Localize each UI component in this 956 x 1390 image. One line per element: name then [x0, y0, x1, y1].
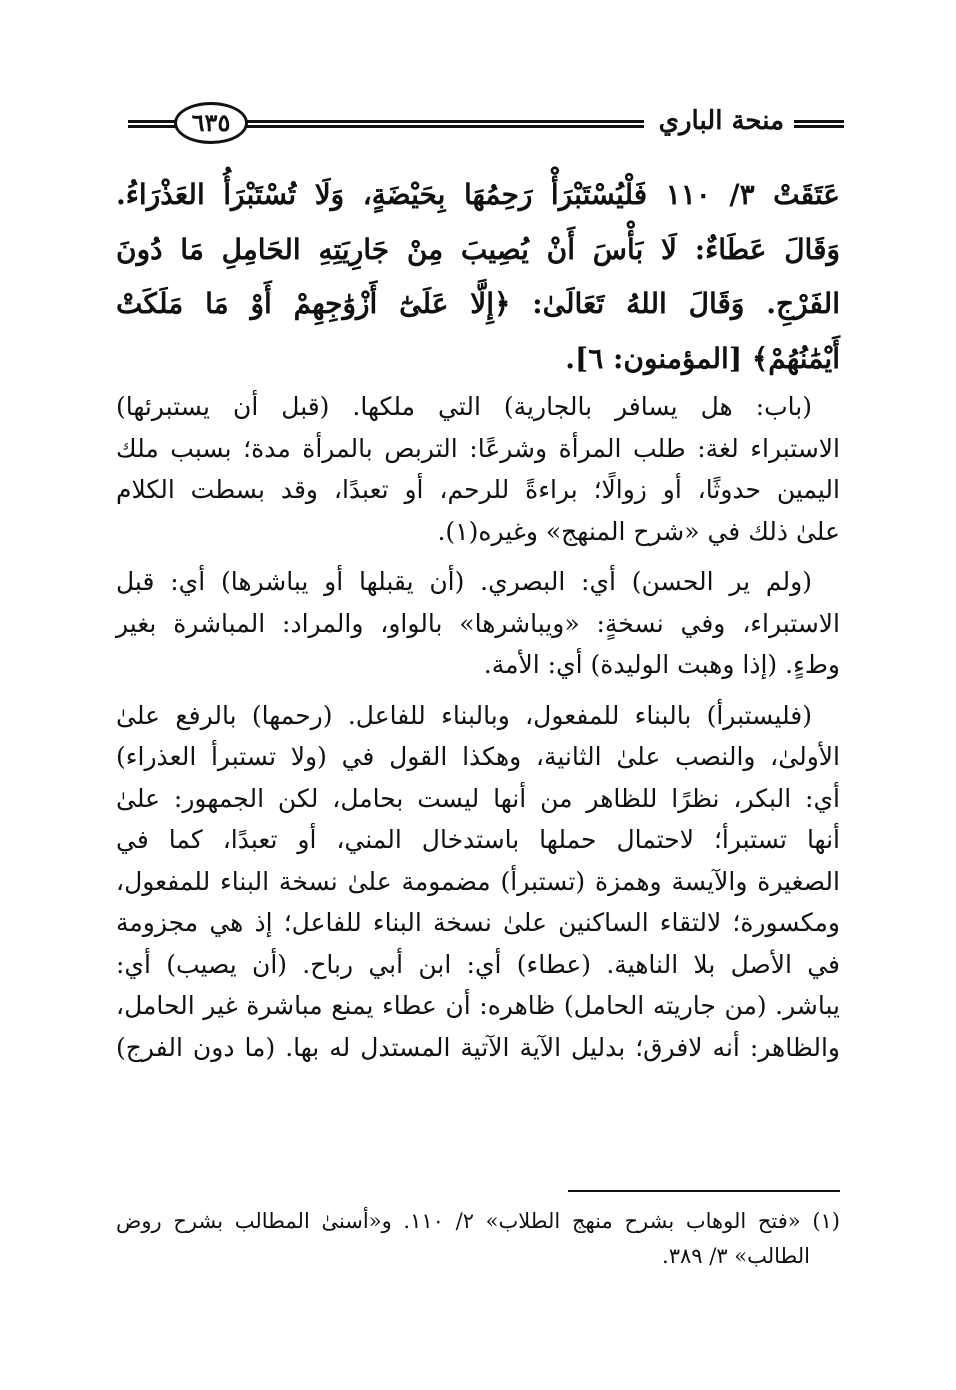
commentary-line: والظاهر: أنه لافرق؛ بدليل الآية الآتية المستدل له بها. (ما دون الفرج) [116, 1032, 840, 1062]
commentary-line: في الأصل بلا الناهية. (عطاء) أي: ابن أبي رباح. (أن يصيب) أي: [116, 949, 840, 979]
footnote-separator [568, 1190, 840, 1192]
commentary-line: الصغيرة والآيسة وهمزة (تستبرأ) مضمومة علىٰ نسخة البناء للمفعول، [116, 866, 840, 896]
commentary-line: وطءٍ. (إذا وهبت الوليدة) أي: الأمة. [483, 650, 840, 679]
book-title: منحة الباري [658, 106, 784, 136]
paragraph-gap [116, 552, 840, 561]
commentary-line: علىٰ ذلك في «شرح المنهج» وغيره(١). [437, 516, 840, 546]
commentary-line: أي: البكر، نظرًا للظاهر من أنها ليست بحامل، لكن الجمهور: علىٰ [116, 783, 840, 813]
footnotes [116, 1204, 840, 1274]
commentary-line: أنها تستبرأ؛ لاحتمال حملها باستدخال المني، أو تعبدًا، كما في [116, 825, 840, 854]
page-header [128, 92, 844, 152]
hadith-text [116, 168, 840, 386]
commentary-line: الأولىٰ، والنصب علىٰ الثانية، وهكذا القول في (ولا تستبرأ العذراء) [116, 742, 840, 771]
commentary-line: ومكسورة؛ لالتقاء الساكنين علىٰ نسخة البناء للفاعل؛ إذ هي مجزومة [116, 908, 840, 937]
hadith-line: عَتَقَتْ ٣/ ١١٠ فَلْيُسْتَبْرَأْ رَحِمُهَا بِحَيْضَةٍ، وَلَا تُسْتَبْرَأُ العَذْرَاءُ. [116, 178, 840, 211]
commentary-text [116, 386, 840, 1068]
commentary-line: يباشر. (من جاريته الحامل) ظاهره: أن عطاء يمنع مباشرة غير الحامل، [116, 991, 840, 1020]
hadith-line: الفَرْجِ. وَقَالَ اللهُ تَعَالَىٰ: ﴿إِلَّا عَلَىٰٓ أَزْوَٰجِهِمْ أَوْ مَا مَلَكَتْ [116, 287, 840, 320]
footnote-line: (١) «فتح الوهاب بشرح منهج الطلاب» ٢/ ١١٠. و«أسنىٰ المطالب بشرح روض [116, 1209, 840, 1233]
main-text [116, 168, 840, 1068]
commentary-line: الاستبراء، وفي نسخةٍ: «ويباشرها» بالواو، والمراد: المباشرة بغير [116, 608, 840, 638]
hadith-line: أَيْمَٰنُهُمْ﴾ [المؤمنون: ٦]. [565, 341, 840, 375]
commentary-line: (فليستبرأ) بالبناء للمفعول، وبالبناء للفاعل. (رحمها) بالرفع علىٰ [116, 700, 812, 730]
page-number: ٦٣٥ [174, 102, 248, 144]
commentary-line: الاستبراء لغة: طلب المرأة وشرعًا: التربص بالمرأة مدة؛ بسبب ملك [116, 433, 840, 463]
commentary-line: (باب: هل يسافر بالجارية) التي ملكها. (قبل أن يستبرئها) [116, 392, 812, 421]
commentary-line: اليمين حدوثًا، أو زوالًا؛ براءةً للرحم، أو تعبدًا، وقد بسطت الكلام [116, 475, 840, 504]
paragraph-gap [116, 686, 840, 695]
header-rule-left [128, 120, 180, 128]
footnote-line: الطالب» ٣/ ٣٨٩. [662, 1244, 810, 1268]
header-rule-long [236, 120, 644, 128]
commentary-line: (ولم ير الحسن) أي: البصري. (أن يقبلها أو يباشرها) أي: قبل [116, 567, 812, 596]
hadith-line: وَقَالَ عَطَاءٌ: لَا بَأْسَ أَنْ يُصِيبَ مِنْ جَارِيَتِهِ الحَامِلِ مَا دُونَ [116, 232, 840, 266]
header-rule-right [794, 120, 844, 128]
